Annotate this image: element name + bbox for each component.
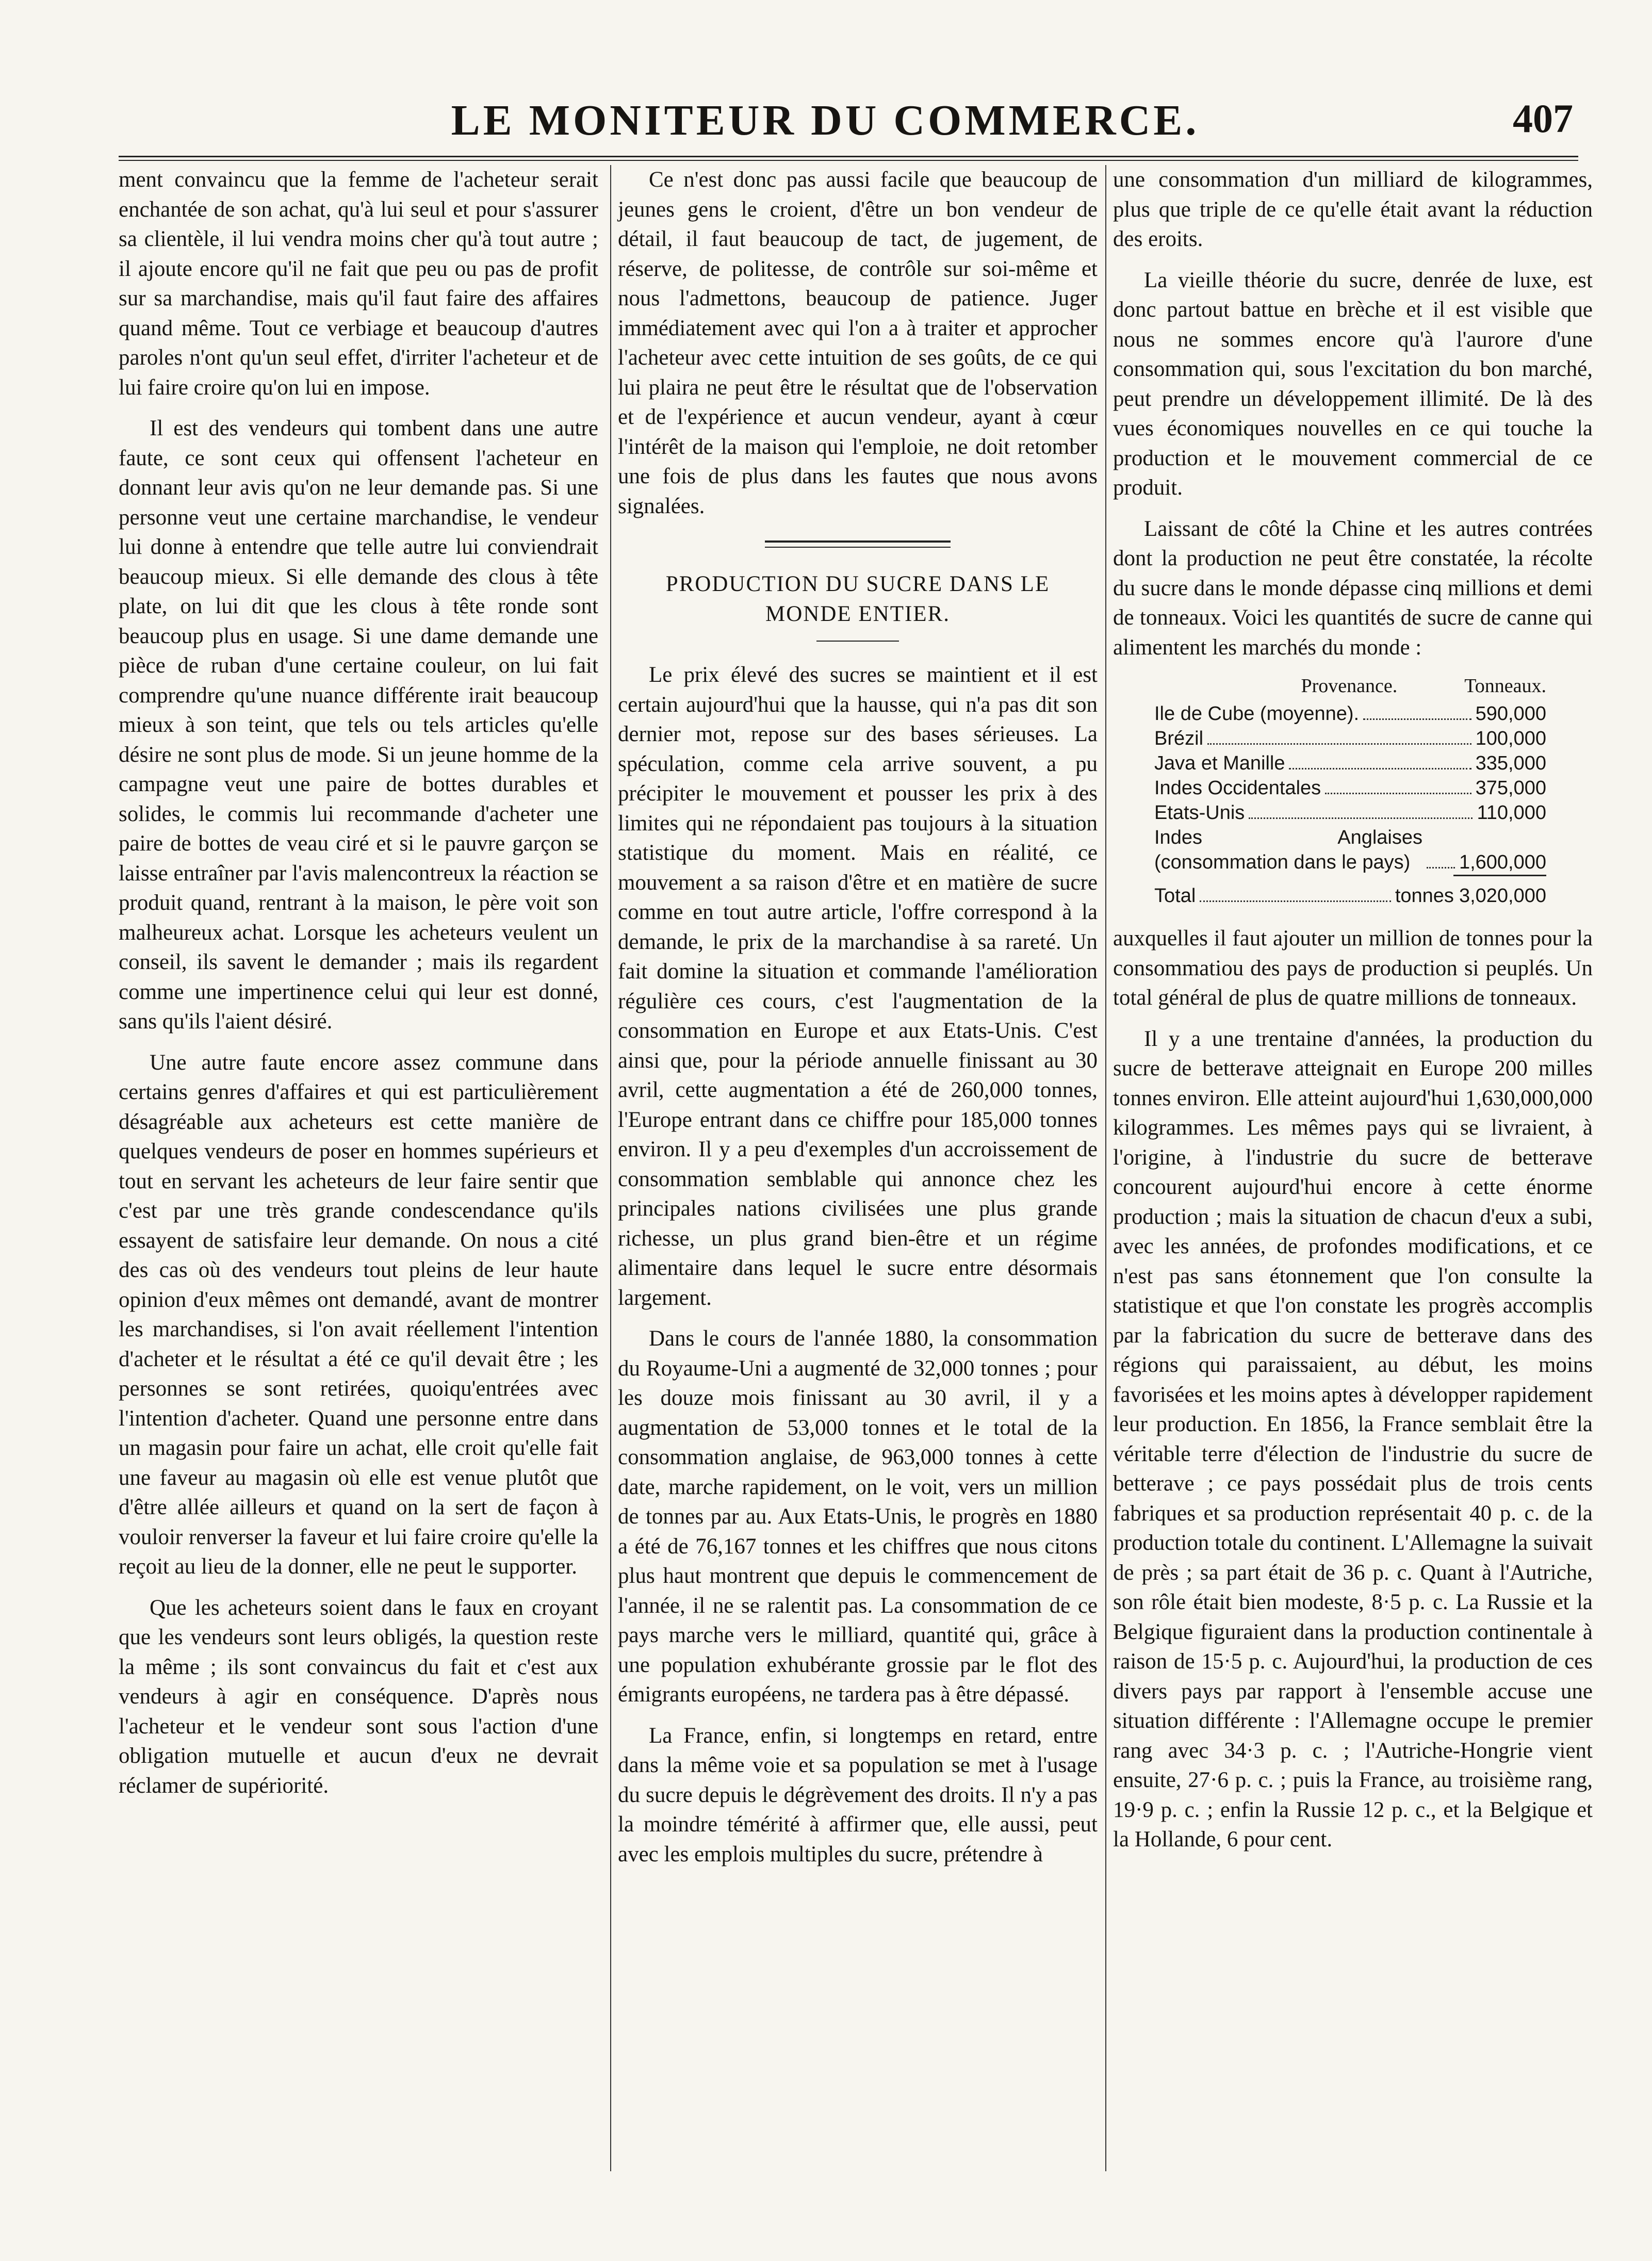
leader-dots (1325, 776, 1471, 794)
column-1 (119, 165, 598, 1812)
leader-dots (1200, 883, 1391, 902)
table-row (1154, 776, 1546, 800)
table-row (1154, 825, 1546, 875)
title-rule (816, 641, 899, 642)
header-provenance: Provenance. (1301, 675, 1398, 697)
row-value: 110,000 (1477, 802, 1546, 824)
paragraph: auxquelles il faut ajouter un million de tonnes pour la consommatiou des pays de production si peuplés. Un total général de plus de quatre millions de tonneaux. (1113, 926, 1593, 1010)
row-name: Brézil (1154, 728, 1204, 749)
column-3 (1113, 165, 1593, 1866)
paragraph: Dans le cours de l'année 1880, la consommation du Royaume-Uni a augmenté de 32,000 tonnes ; pour les douze mois finissant au 30 avril, il y a augmentation de 53,000 tonnes et le total de la consommation anglaise, de 963,000 tonnes à cette date, marche rapidement, on le voit, vers un million de tonnes par au. Aux Etats-Unis, le progrès en 1880 a été de 76,167 tonnes et les chiffres que nous citons plus haut montrent que depuis le commencement de l'année, il ne se ralentit pas. La consommation de ce pays marche vers le milliard, quantité qui, grâce à une population exhubérante grossie par le flot des émigrants européens, ne tardera pas à être dépassé. (618, 1326, 1098, 1707)
page-header (77, 95, 1573, 152)
table-header (1154, 674, 1546, 698)
row-name: Indes Occidentales (1154, 777, 1321, 799)
row-name: Java et Manille (1154, 752, 1285, 774)
paragraph: Que les acheteurs soient dans le faux en croyant que les vendeurs sont leurs obligés, la question reste la même ; ils sont convaincus du fait et c'est aux vendeurs à agir en conséquence. D'après nous l'acheteur et le vendeur sont sous l'action d'une obligation mutuelle et aucun d'eux ne devrait réclamer de supériorité. (119, 1595, 598, 1798)
row-name: Etats-Unis (1154, 802, 1245, 824)
leader-dots (1289, 751, 1471, 769)
paragraph: Il y a une trentaine d'années, la production du sucre de betterave atteignait en Europe 200 milles tonnes environ. Elle atteint aujourd'hui 1,630,000,000 kilogrammes. Les mêmes pays qui se livraient, à l'origine, à l'industrie du sucre de betterave concourent aujourd'hui encore à cette énorme production ; mais la situation de chacun d'eux a subi, avec les années, de profondes modifications, et ce n'est pas sans étonnement que l'on consulte la statistique et que l'on constate les progrès accomplis par la fabrication du sucre de betterave dans des régions qui paraissaient, au début, les moins favorisées et les moins aptes à développer rapidement leur production. En 1856, la France semblait être la véritable terre d'élection de l'industrie du sucre de betterave ; ce pays possédait plus de trois cents fabriques et sa production représentait 40 p. c. de la production totale du continent. L'Allemagne la suivait de près ; sa part était de 36 p. c. Quant à l'Autriche, son rôle était bien modeste, 8·5 p. c. La Russie et la Belgique figuraient dans la production continentale à raison de 15·5 p. c. Aujourd'hui, la production de ces divers pays par rapport à l'ensemble accuse une situation différente : l'Allemagne occupe le premier rang avec 34·3 p. c. ; l'Autriche-Hongrie vient ensuite, 27·6 p. c. ; puis la France, au troisième rang, 19·9 p. c. ; enfin la Russie 12 p. c., et la Belgique et la Hollande, 6 pour cent. (1113, 1026, 1593, 1852)
column-divider (610, 165, 611, 2171)
article-separator (765, 540, 951, 548)
table-row (1154, 701, 1546, 726)
column-divider (1105, 165, 1106, 2171)
paragraph: Le prix élevé des sucres se maintient et il est certain aujourd'hui que la hausse, qui n'a pas dit son dernier mot, repose sur des bases sérieuses. La spéculation, comme cela arrive souvent, a pu précipiter le mouvement et pousser les prix à des limites qui ne répondaient pas toujours à la situation statistique du moment. Mais en réalité, ce mouvement a sa raison d'être et en matière de sucre comme en tout autre article, l'offre correspond à la demande, le prix de la marchandise à sa rareté. Un fait domine la situation et commande l'amélioration régulière ces cours, c'est l'augmentation de la consommation en Europe et aux Etats-Unis. C'est ainsi que, pour la période annuelle finissant au 30 avril, cette augmentation a été de 260,000 tonnes, l'Europe entrant dans ce chiffre pour 185,000 tonnes environ. Il y a peu d'exemples d'un accroissement de consommation semblable qui annonce chez les principales nations civilisées une plus grande richesse, un plus grand bien-être et un régime alimentaire dans lequel le sucre entre désormais largement. (618, 663, 1098, 1310)
row-value: 1,600,000 (1459, 851, 1546, 873)
leader-dots (1427, 825, 1455, 869)
paragraph: La vieille théorie du sucre, denrée de luxe, est donc partout battue en brèche et il est visible que nous ne sommes encore qu'à l'aurore d'une consommation qui, sous l'excitation du bon marché, peut prendre un développement illimité. De là des vues économiques nouvelles en ce qui touche la production et le mouvement commercial de ce produit. (1113, 268, 1593, 500)
article-title: PRODUCTION DU SUCRE DANS LE MONDE ENTIER. (665, 572, 1050, 626)
row-value: 335,000 (1475, 752, 1546, 774)
leader-dots (1207, 726, 1471, 745)
row-name: Ile de Cube (moyenne). (1154, 703, 1360, 725)
row-value: 100,000 (1475, 728, 1546, 749)
table-row (1154, 726, 1546, 751)
paragraph: Ce n'est donc pas aussi facile que beaucoup de jeunes gens le croient, d'être un bon vendeur de détail, il faut beaucoup de tact, de jugement, de réserve, de politesse, de contrôle sur soi-même et nous l'admettons, beaucoup de patience. Juger immédiatement avec qui l'on a à traiter et approcher l'acheteur avec cette intuition de ses goûts, de ce qui lui plaira ne peut être le résultat que de l'observation et de l'expérience et aucun vendeur, ayant à cœur l'intérêt de la maison qui l'emploie, ne doit retomber une fois de plus dans les fautes que nous avons signalées. (618, 168, 1098, 518)
total-unit: tonnes (1395, 885, 1454, 907)
paragraph: Il est des vendeurs qui tombent dans une autre faute, ce sont ceux qui offensent l'acheteur en donnant leur avis qu'on ne leur demande pas. Si une personne veut une certaine marchandise, le vendeur lui donne à entendre que telle autre lui conviendrait beaucoup mieux. Si elle demande des clous à tête plate, on lui dit que les clous à tête ronde sont beaucoup plus en usage. Si une dame demande une pièce de ruban d'une certaine couleur, on lui fait comprendre qu'une nuance différente irait beaucoup mieux à son teint, que tels ou tels articles qu'elle désire ne sont plus de mode. Si un jeune homme de la campagne veut une paire de bottes durables et solides, le commis lui recommande d'acheter une paire de bottes de veau ciré et si le pauvre garçon se laisse entraîner par l'avis malencontreux la réaction se produit quand, rentrant à la maison, le père voit son malheureux achat. Lorsque les acheteurs veulent un conseil, ils savent le demander ; mais ils regardent comme une impertinence celui qui leur est donné, sans qu'ils l'aient désiré. (119, 416, 598, 1034)
row-value: 375,000 (1475, 777, 1546, 799)
table-row (1154, 751, 1546, 776)
sum-rule (1453, 875, 1546, 876)
row-value: 590,000 (1475, 703, 1546, 725)
header-rule (119, 156, 1578, 161)
table-row (1154, 800, 1546, 825)
column-2 (618, 165, 1098, 1880)
paragraph: Laissant de côté la Chine et les autres contrées dont la production ne peut être constatée, la récolte du sucre dans le monde dépasse cinq millions et demi de tonneaux. Voici les quantités de sucre de canne qui alimentent les marchés du monde : (1113, 516, 1593, 660)
leader-dots (1363, 701, 1471, 720)
sugar-production-table (1154, 674, 1546, 908)
paragraph: Une autre faute encore assez commune dans certains genres d'affaires et qui est particulièrement désagréable aux acheteurs est cette manière de quelques vendeurs de poser en hommes supérieurs et tout en servant les acheteurs de leur faire sentir que c'est par une très grande condescendance qu'ils essayent de satisfaire leur demande. On nous a cité des cas où des vendeurs tout pleins de leur haute opinion d'eux mêmes ont demandé, avant de montrer les marchandises, si l'on avait réellement l'intention d'acheter et le résultat a été ce qu'il devait être ; les personnes se sont retirées, quoiqu'entrées avec l'intention d'acheter. Quand une personne entre dans un magasin pour faire un achat, elle croit qu'elle fait une faveur au magasin où elle est venue plutôt que d'être allée ailleurs et quand on la sert de façon à vouloir renverser la faveur et lui faire croire qu'elle la reçoit au lieu de la donner, elle ne peut le supporter. (119, 1050, 598, 1579)
paragraph: ment convaincu que la femme de l'acheteur serait enchantée de son achat, qu'à lui seul et pour s'assurer sa clientèle, il lui vendra moins cher qu'à tout autre ; il ajoute encore qu'il ne fait que peu ou pas de profit sur sa marchandise, mais qu'il faut faire des affaires quand même. Tout ce verbiage et beaucoup d'autres paroles n'ont qu'un seul effet, d'irriter l'acheteur et de lui faire croire qu'on lui en impose. (119, 168, 598, 400)
masthead-title: LE MONITEUR DU COMMERCE. (451, 96, 1200, 144)
total-label: Total (1154, 885, 1196, 907)
paragraph: une consommation d'un milliard de kilogrammes, plus que triple de ce qu'elle était avant la réduction des eroits. (1113, 168, 1593, 251)
leader-dots (1249, 800, 1473, 819)
header-tonneaux: Tonneaux. (1464, 675, 1546, 697)
row-name: Indes Anglaises (consommation dans le pays) (1154, 827, 1422, 873)
page-number: 407 (1513, 96, 1573, 141)
paragraph: La France, enfin, si longtemps en retard, entre dans la même voie et sa population se met à l'usage du sucre depuis le dégrèvement des droits. Il n'y a pas la moindre témérité à affirmer que, elle aussi, peut avec les emplois multiples du sucre, prétendre à (618, 1723, 1098, 1866)
table-total-row (1154, 883, 1546, 908)
total-value: 3,020,000 (1459, 885, 1546, 907)
